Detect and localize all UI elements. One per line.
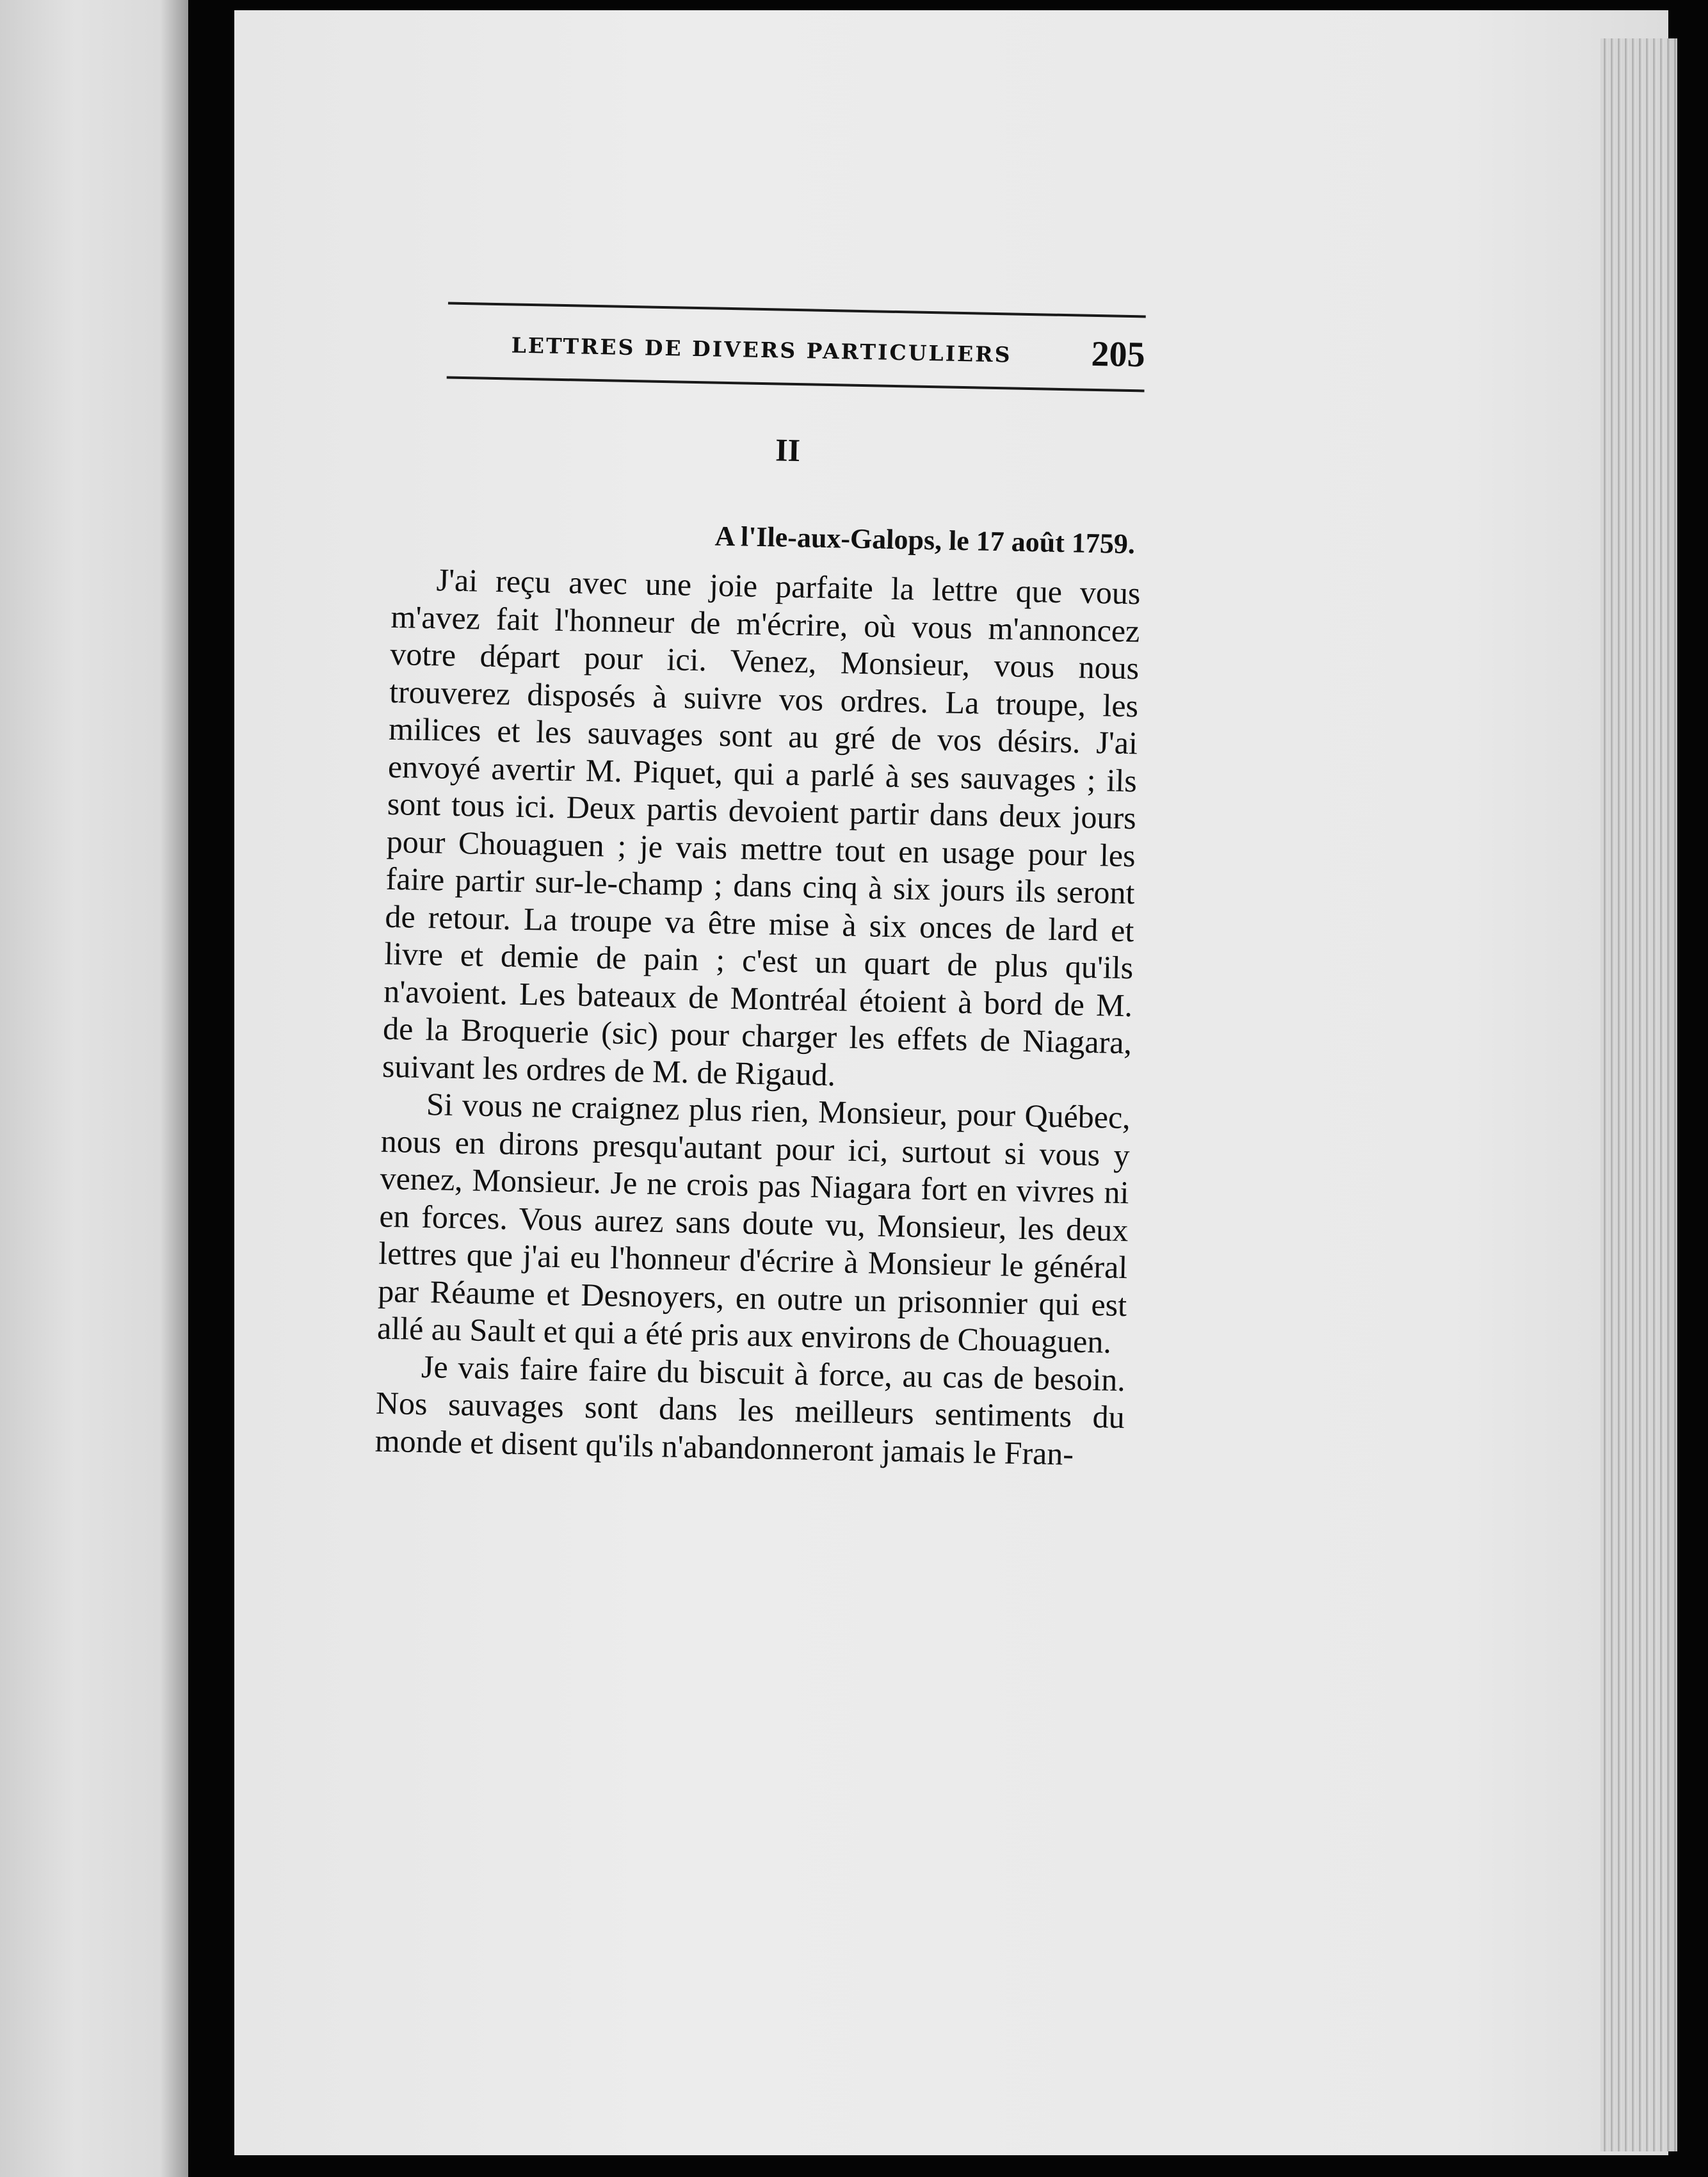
previous-page-edge: [0, 0, 188, 2177]
running-head: [396, 303, 1146, 389]
running-title: LETTRES DE DIVERS PARTICULIERS: [511, 332, 1012, 368]
letter-body: [375, 560, 1141, 1473]
page-stack-edges: [1600, 38, 1677, 2151]
paragraph: Si vous ne craignez plus rien, Monsieur, pour Québec, nous en dirons presqu'autant pour ici, surtout si vous y venez, Monsieur. Je ne crois pas Niagara fort en vivres ni en forces. Vous aurez sans doute vu, Monsieur, les deux lettres que j'ai eu l'honneur d'écrire à Monsieur le général par Réaume et Desnoyers, en outre un prisonnier qui est allé au Sault et qui a été pris aux environs de Chouaguen.: [376, 1086, 1131, 1360]
page-content: [375, 301, 1146, 1473]
paragraph: J'ai reçu avec une joie parfaite la lettre que vous m'avez fait l'honneur de m'écrire, où vous m'annoncez votre départ pour ici. Venez, Monsieur, vous nous trouverez disposés à suivre vos ordres. La troupe, les milices et les sauvages sont au gré de vos désirs. J'ai envoyé avertir M. Piquet, qui a parlé à ses sauvages ; ils sont tous ici. Deux partis devoient partir dans deux jours pour Chouaguen ; je vais mettre tout en usage pour les faire partir sur-le-champ ; dans cinq à six jours ils seront de retour. La troupe va être mise à six onces de lard et livre et demie de pain ; c'est un quart de plus qu'ils n'avoient. Les bateaux de Montréal étoient à bord de M. de la Broquerie (sic) pour charger les effets de Niagara, suivant les ordres de M. de Rigaud.: [382, 562, 1141, 1092]
letter-dateline: A l'Ile-aux-Galops, le 17 août 1759.: [714, 520, 1136, 560]
section-number: II: [775, 432, 801, 469]
page-number: 205: [1091, 334, 1146, 375]
paragraph: Je vais faire faire du biscuit à force, au cas de besoin. Nos sauvages sont dans les meilleurs sentiments du monde et disent qu'ils n'abandonneront jamais le Fran-: [375, 1348, 1126, 1472]
